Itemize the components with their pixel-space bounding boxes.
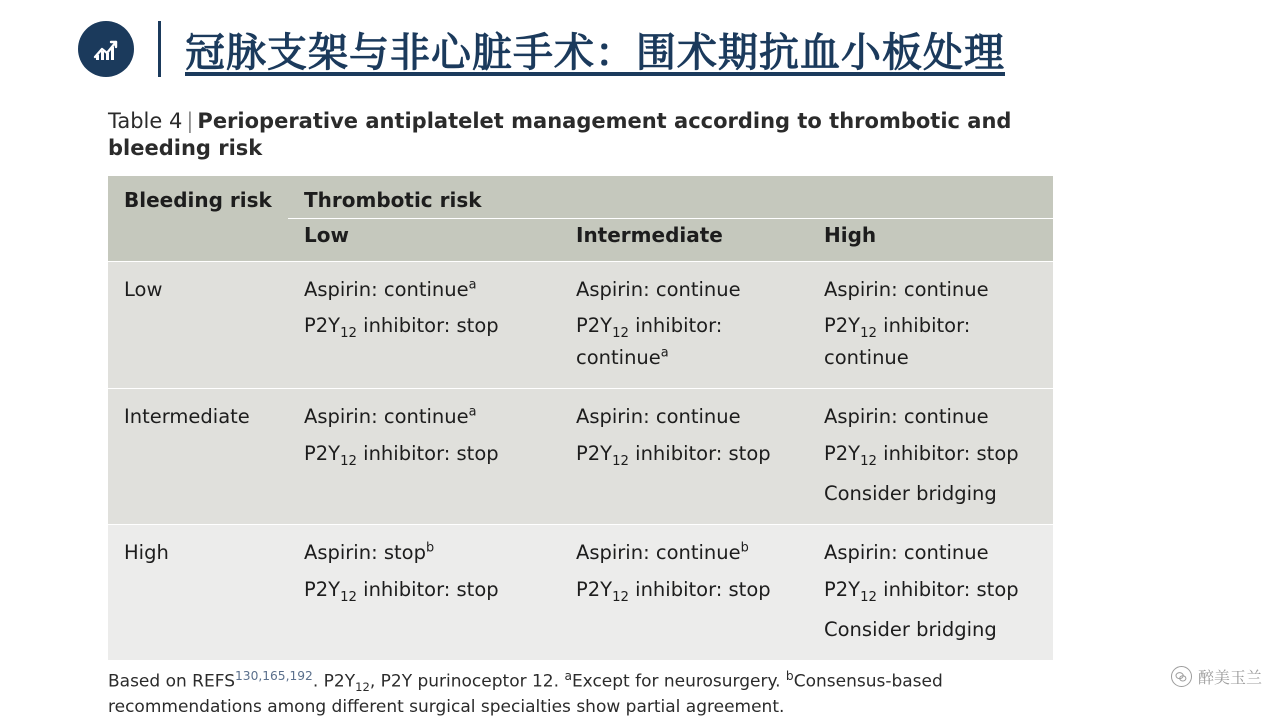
cell-low-intermediate [560, 261, 808, 388]
figure-block [108, 108, 1053, 719]
watermark-text: 醉美玉兰 [1197, 668, 1262, 687]
cell-intermediate-high [808, 388, 1053, 524]
table-row [108, 388, 1053, 524]
cell-low-low [288, 261, 560, 388]
cell-line: $P2Y_{12}$ inhibitor: stop [824, 441, 1019, 469]
column-header-thrombotic-risk: Thrombotic risk [288, 176, 1053, 219]
cell-line: Aspirin: continue [576, 277, 741, 301]
table-caption [108, 108, 1053, 162]
watermark [1171, 665, 1262, 688]
cell-low-high [808, 261, 1053, 388]
cell-line: $P2Y_{12}$ inhibitor: stop [824, 577, 1019, 605]
cell-high-intermediate [560, 524, 808, 660]
table-caption-label: Table 4 [108, 109, 183, 133]
cell-line: $P2Y_{12}$ inhibitor: stop [304, 441, 499, 469]
row-label-bleeding-low: Low [108, 261, 288, 388]
page-title: 冠脉支架与非心脏手术：围术期抗血小板处理 [185, 29, 1005, 76]
cell-line: $P2Y_{12}$ inhibitor: stop [576, 577, 771, 605]
cell-line: $P2Y_{12}$ inhibitor: continue [824, 314, 971, 370]
cell-line: $P2Y_{12}$ inhibitor: stop [304, 314, 499, 342]
cell-line: $P2Y_{12}$ inhibitor: stop [576, 441, 771, 469]
table-footnote: Based on REFS$^{130,165,192}$. $P2Y_{12}$, P2Y purinoceptor 12. $^a$Except for neurosurgery. $^b$Consensus-based recommendations among different surgical specialties show partial agreement. [108, 669, 943, 717]
cell-line: Aspirin: continue$^b$ [576, 540, 749, 564]
table-header-row-1 [108, 176, 1053, 219]
cell-high-low [288, 524, 560, 660]
cell-line: Aspirin: continue$^a$ [304, 277, 477, 301]
subheader-intermediate: Intermediate [560, 218, 808, 261]
cell-intermediate-intermediate [560, 388, 808, 524]
cell-high-high [808, 524, 1053, 660]
cell-line: Aspirin: continue [824, 540, 989, 564]
slide-header [0, 0, 1280, 98]
subheader-high: High [808, 218, 1053, 261]
row-label-bleeding-high: High [108, 524, 288, 660]
table-row [108, 261, 1053, 388]
cell-line: Aspirin: continue$^a$ [304, 404, 477, 428]
subheader-low: Low [288, 218, 560, 261]
cell-intermediate-low [288, 388, 560, 524]
header-divider [158, 21, 161, 77]
cell-line: Aspirin: stop$^b$ [304, 540, 435, 564]
table-row [108, 524, 1053, 660]
cell-line: $P2Y_{12}$ inhibitor: continue$^a$ [576, 314, 723, 370]
cell-line: Aspirin: continue [824, 277, 989, 301]
cell-line: Aspirin: continue [576, 404, 741, 428]
antiplatelet-management-table [108, 176, 1053, 660]
wechat-circle-icon [1171, 666, 1192, 687]
cell-line: $P2Y_{12}$ inhibitor: stop [304, 577, 499, 605]
table-caption-title: Perioperative antiplatelet management according to thrombotic and bleeding risk [108, 109, 1012, 160]
table-caption-separator: | [186, 109, 194, 133]
row-label-bleeding-intermediate: Intermediate [108, 388, 288, 524]
chart-bars-icon [78, 21, 134, 77]
cell-line: Consider bridging [824, 482, 997, 506]
column-header-bleeding-risk: Bleeding risk [108, 176, 288, 262]
cell-line: Consider bridging [824, 618, 997, 642]
cell-line: Aspirin: continue [824, 404, 989, 428]
